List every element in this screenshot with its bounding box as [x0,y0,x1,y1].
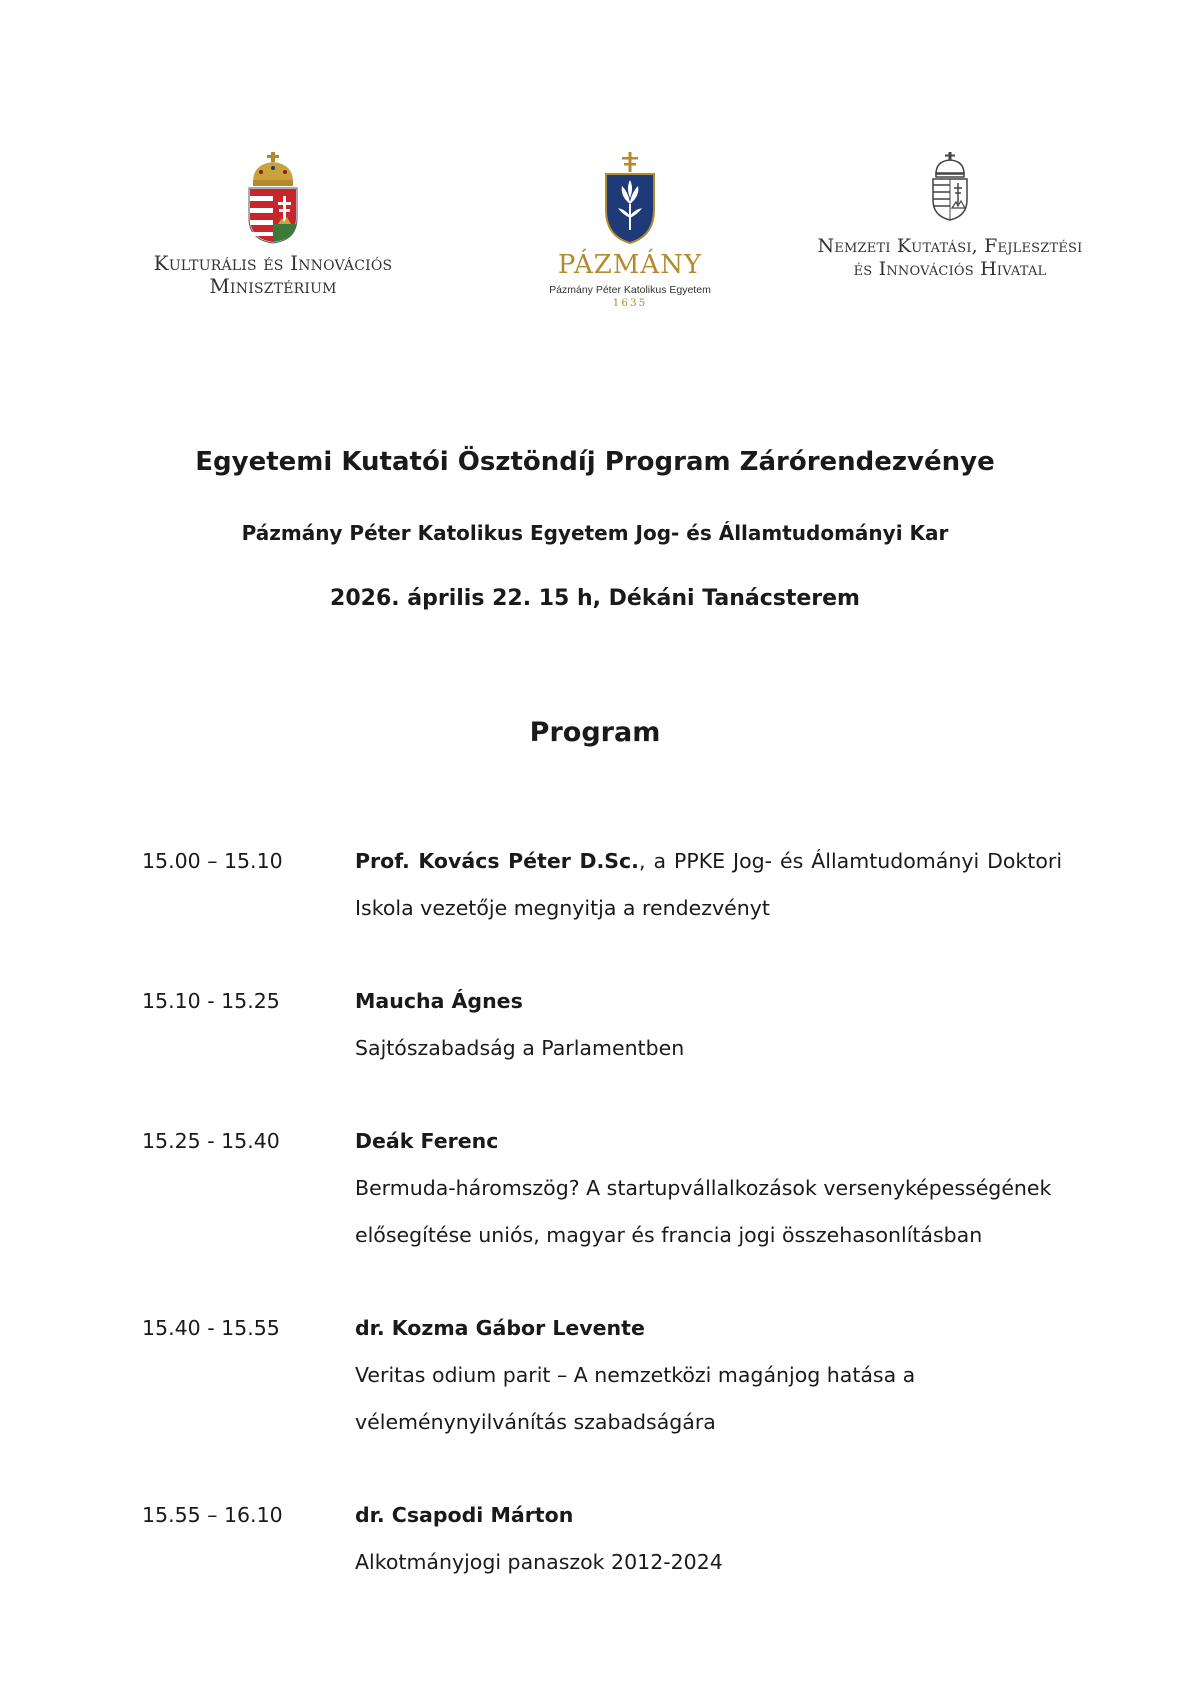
coat-of-arms-icon [245,152,301,244]
university-full-name: Pázmány Péter Katolikus Egyetem [549,284,711,296]
university-founding-year: 1635 [612,297,648,309]
event-date-place: 2026. április 22. 15 h, Dékáni Tanácsterem [330,586,860,611]
program-speaker: Maucha Ágnes [355,989,523,1013]
program-time: 15.00 – 15.10 [142,849,283,873]
university-wordmark: PÁZMÁNY [557,250,703,280]
university-logo [540,152,720,309]
program-speaker: Deák Ferenc [355,1129,499,1153]
program-description: , a PPKE Jog- és Államtudományi Doktori [638,849,1063,873]
university-crest-icon [604,152,656,244]
program-description: Iskola vezetője megnyitja a rendezvényt [355,896,770,920]
event-title: Egyetemi Kutatói Ösztöndíj Program Zárórendezvénye [195,447,995,477]
faculty-name: Pázmány Péter Katolikus Egyetem Jog- és Államtudományi Kar [241,521,949,545]
program-speaker: Prof. Kovács Péter D.Sc. [355,849,639,873]
program-time: 15.40 - 15.55 [142,1316,280,1340]
program-talk-title: elősegítése uniós, magyar és francia jogi összehasonlításban [355,1223,983,1247]
program-time: 15.25 - 15.40 [142,1129,280,1153]
research-office-name-line2: és Innovációs Hivatal [853,258,1047,280]
program-talk-title: Alkotmányjogi panaszok 2012-2024 [355,1550,723,1574]
program-talk-title: Veritas odium parit – A nemzetközi magánjog hatása a [355,1363,916,1387]
program-talk-title: Sajtószabadság a Parlamentben [355,1036,685,1060]
program-speaker: dr. Csapodi Márton [355,1503,574,1527]
program-speaker: dr. Kozma Gábor Levente [355,1316,645,1340]
program-time: 15.10 - 15.25 [142,989,280,1013]
research-office-name-line1: Nemzeti Kutatási, Fejlesztési [817,235,1083,257]
program-talk-title: Bermuda-háromszög? A startupvállalkozások versenyképességének [355,1176,1052,1200]
ministry-name-line2: Minisztérium [209,274,337,298]
program-heading: Program [529,717,661,748]
program-talk-title: véleménynyilvánítás szabadságára [355,1410,716,1434]
ministry-name-line1: Kulturális és Innovációs [153,251,393,275]
program-first-line [355,838,1062,885]
coat-of-arms-outline-icon [930,152,970,222]
research-office-logo [815,152,1085,281]
program-time: 15.55 – 16.10 [142,1503,283,1527]
ministry-logo [130,152,416,298]
